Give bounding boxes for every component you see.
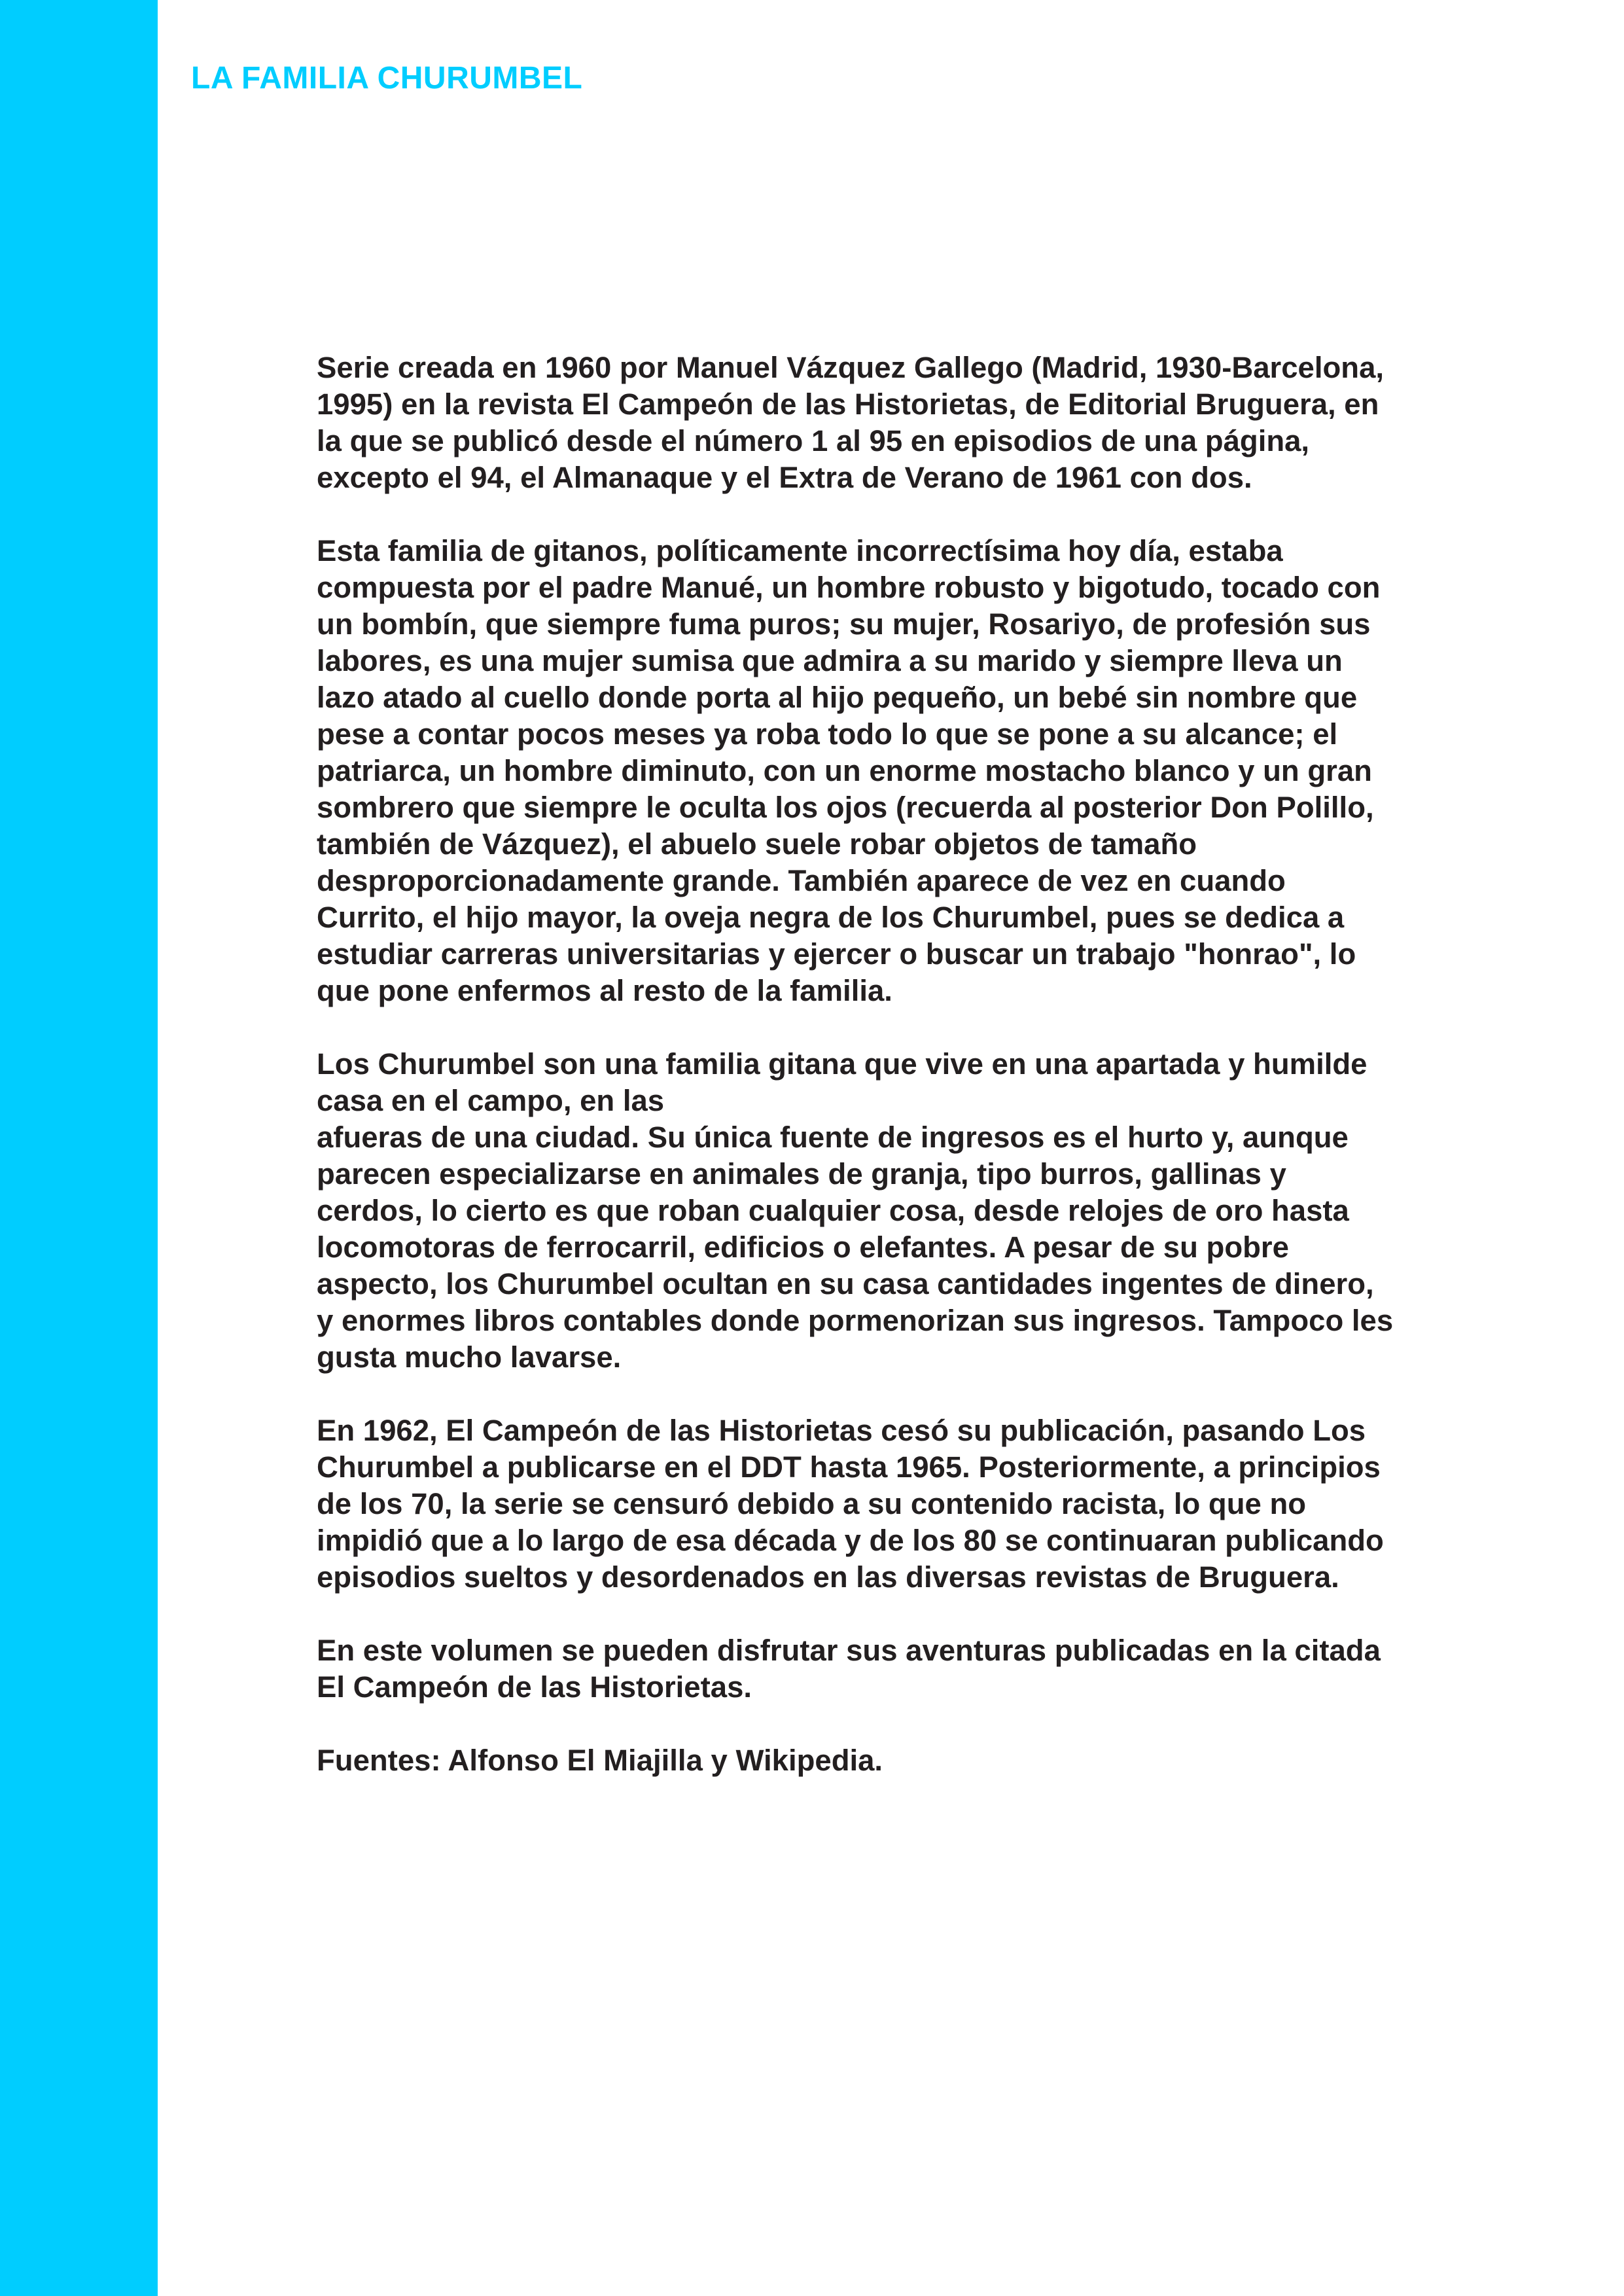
text-line: Churumbel a publicarse en el DDT hasta 1965. Posteriormente, a principios xyxy=(317,1450,1381,1484)
text-line: aspecto, los Churumbel ocultan en su casa cantidades ingentes de dinero, xyxy=(317,1267,1374,1300)
text-line: lazo atado al cuello donde porta al hijo pequeño, un bebé sin nombre que xyxy=(317,681,1358,714)
text-line: impidió que a lo largo de esa década y de los 80 se continuaran publicando xyxy=(317,1524,1384,1557)
text-line: El Campeón de las Historietas. xyxy=(317,1670,752,1704)
text-line: sombrero que siempre le oculta los ojos (recuerda al posterior Don Polillo, xyxy=(317,791,1374,824)
paragraph-sources xyxy=(317,1742,1514,1779)
text-line: excepto el 94, el Almanaque y el Extra de Verano de 1961 con dos. xyxy=(317,461,1252,494)
text-line: estudiar carreras universitarias y ejercer o buscar un trabajo "honrao", lo xyxy=(317,937,1356,971)
paragraph-volume xyxy=(317,1632,1514,1706)
article-body xyxy=(317,350,1514,1779)
text-line: Currito, el hijo mayor, la oveja negra de los Churumbel, pues se dedica a xyxy=(317,901,1345,934)
paragraph-setting xyxy=(317,1046,1514,1376)
paragraph-intro xyxy=(317,350,1514,496)
text-line: En 1962, El Campeón de las Historietas cesó su publicación, pasando Los xyxy=(317,1414,1366,1447)
page-title: LA FAMILIA CHURUMBEL xyxy=(191,61,583,96)
text-line: locomotoras de ferrocarril, edificios o elefantes. A pesar de su pobre xyxy=(317,1230,1289,1264)
text-line: patriarca, un hombre diminuto, con un enorme mostacho blanco y un gran xyxy=(317,754,1372,787)
text-line: la que se publicó desde el número 1 al 95 en episodios de una página, xyxy=(317,424,1310,457)
text-line: episodios sueltos y desordenados en las diversas revistas de Bruguera. xyxy=(317,1560,1339,1594)
text-line: Esta familia de gitanos, políticamente incorrectísima hoy día, estaba xyxy=(317,534,1283,567)
text-line: labores, es una mujer sumisa que admira a su marido y siempre lleva un xyxy=(317,644,1343,677)
text-line: compuesta por el padre Manué, un hombre robusto y bigotudo, tocado con xyxy=(317,571,1381,604)
accent-side-bar xyxy=(0,0,158,2296)
text-line: cerdos, lo cierto es que roban cualquier cosa, desde relojes de oro hasta xyxy=(317,1194,1349,1227)
text-line: Serie creada en 1960 por Manuel Vázquez Gallego (Madrid, 1930-Barcelona, xyxy=(317,351,1385,384)
text-line: desproporcionadamente grande. También aparece de vez en cuando xyxy=(317,864,1286,897)
text-line: parecen especializarse en animales de granja, tipo burros, gallinas y xyxy=(317,1157,1286,1191)
text-line: también de Vázquez), el abuelo suele robar objetos de tamaño xyxy=(317,827,1197,861)
text-line: pese a contar pocos meses ya roba todo lo que se pone a su alcance; el xyxy=(317,717,1338,751)
paragraph-history xyxy=(317,1412,1514,1596)
text-line: un bombín, que siempre fuma puros; su mujer, Rosariyo, de profesión sus xyxy=(317,607,1371,641)
text-line: que pone enfermos al resto de la familia. xyxy=(317,974,892,1007)
text-line: casa en el campo, en las xyxy=(317,1084,665,1117)
text-line: Los Churumbel son una familia gitana que vive en una apartada y humilde xyxy=(317,1047,1368,1081)
text-line: Fuentes: Alfonso El Miajilla y Wikipedia. xyxy=(317,1744,883,1777)
paragraph-characters xyxy=(317,533,1514,1009)
text-line: En este volumen se pueden disfrutar sus aventuras publicadas en la citada xyxy=(317,1634,1381,1667)
text-line: gusta mucho lavarse. xyxy=(317,1340,622,1374)
text-line: y enormes libros contables donde pormenorizan sus ingresos. Tampoco les xyxy=(317,1304,1394,1337)
text-line: afueras de una ciudad. Su única fuente de ingresos es el hurto y, aunque xyxy=(317,1121,1349,1154)
text-line: 1995) en la revista El Campeón de las Historietas, de Editorial Bruguera, en xyxy=(317,387,1379,421)
text-line: de los 70, la serie se censuró debido a su contenido racista, lo que no xyxy=(317,1487,1307,1520)
